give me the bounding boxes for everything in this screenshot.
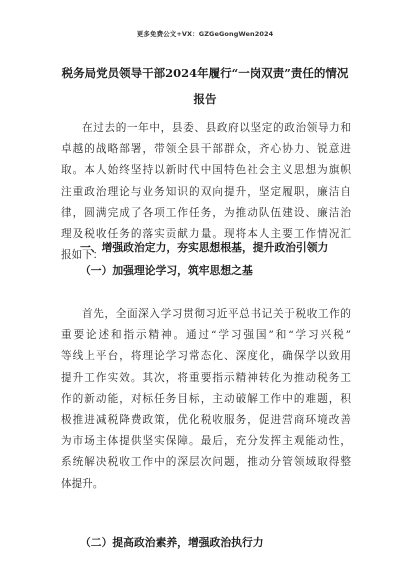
paragraph-line: 为市场主体提供坚实保障。最后，充分发挥主观能动性， [61,435,351,448]
paragraph-line: 理及税收任务的落实贡献力量。现将本人主要工作情况汇 [61,227,351,240]
paragraph-line: 提升工作实效。其次，将重要指示精神转化为推动税务工 [61,371,351,384]
paragraph-line: 重要论述和指示精神。通过“学习强国”和“学习兴税” [61,329,351,342]
paragraph-line: 在过去的一年中，县委、县政府以坚定的政治领导力和 [82,122,351,134]
paragraph-line: 等线上平台，将理论学习常态化、深度化，确保学以致用 [61,350,351,363]
header-note: 更多免费公文+VX：GZGeGongWen2024 [136,30,274,38]
subsection-heading-2: （二）提高政治素养，增强政治执行力 [80,536,264,549]
paragraph-line: 体提升。 [61,477,104,490]
paragraph-line: 取。本人始终坚持以新时代中国特色社会主义思想为旗帜 [61,164,351,177]
body-paragraph [61,304,351,495]
document-title-line-2: 报告 [193,92,217,106]
paragraph-line: 卓越的战略部署，带领全县干部群众，齐心协力、锐意进 [61,143,351,156]
paragraph-line: 首先，全面深入学习贯彻习近平总书记关于税收工作的 [82,308,351,320]
subsection-heading-1: （一）加强理论学习，筑牢思想之基 [80,264,253,277]
paragraph-line: 报如下： [61,249,104,262]
section-heading-1: 一、增强政治定力，夯实思想根基，提升政治引领力 [80,241,329,254]
paragraph-line: 注重政治理论与业务知识的双向提升，坚定履职，廉洁自 [61,185,351,198]
paragraph-line: 系统解决税收工作中的深层次问题，推动分管领域取得整 [61,456,351,469]
paragraph-line: 极推进减税降费政策，优化税收服务，促进营商环境改善 [61,413,351,426]
paragraph-line: 作的新动能，对标任务目标，主动破解工作中的难题，积 [61,392,351,405]
paragraph-line: 律，圆满完成了各项工作任务，为推动队伍建设、廉洁治 [61,206,351,219]
document-title-line-1: 税务局党员领导干部2024年履行“一岗双责”责任的情况 [61,66,349,80]
